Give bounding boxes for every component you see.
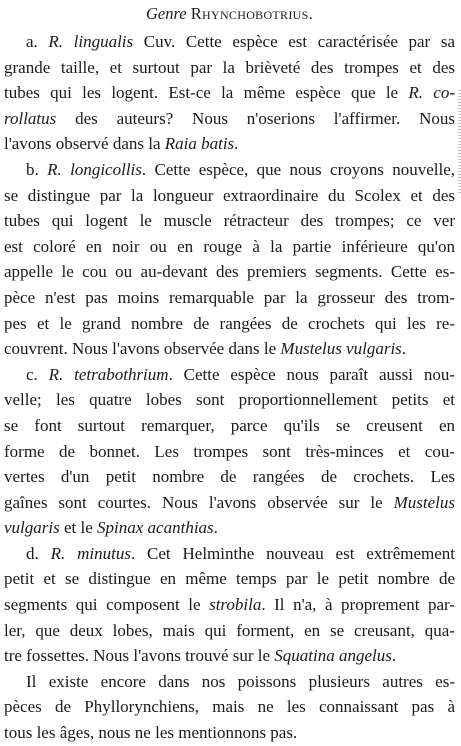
text-run: d. [26,543,51,563]
text-run: tre fossettes. Nous l'avons trouvé sur le [4,646,275,666]
text-run: se font surtout remarquer, parce qu'ils se creusent en [4,415,455,435]
text-run: tubes qui logent le muscle rétracteur des trompes; ce ver [4,211,455,231]
text-line [4,515,455,541]
text-run: segments qui composent le [4,595,210,615]
text-run: . [401,339,407,359]
text-line [4,336,455,362]
text-line [4,720,455,746]
text-line [4,387,455,413]
text-run: pèces de Phyllorynchiens, mais ne les connaissant pas à [4,697,455,717]
paragraph-b [4,157,455,362]
text-run: Il existe encore dans nos poissons plusieurs autres es- [26,671,455,691]
text-run: a. [26,32,49,51]
text-run: . [234,134,239,154]
italic-text: Squatina angelus [274,646,392,666]
text-line [4,618,455,644]
body-text [4,29,455,746]
section-heading [4,4,455,24]
paragraph-c [4,362,455,541]
text-run: tous les âges, nous ne les mentionnons pas. [4,723,298,743]
text-run: . Il n'a, à proprement par- [261,595,455,615]
italic-text: rollatus [4,108,57,128]
italic-text: R. lingualis [48,32,134,51]
text-line [4,131,455,157]
text-line [4,234,455,260]
text-run: gaînes sont courtes. Nous l'avons observée sur le [4,492,394,512]
text-line [4,439,455,465]
text-line [4,29,455,55]
text-line [4,55,455,81]
text-line [4,106,455,132]
text-run: vertes d'un petit nombre de rangées de crochets. Les [4,467,455,487]
text-run: pèce n'est pas moins remarquable par la grosseur des trom- [4,287,455,307]
text-run: . Cette espèce nous paraît aussi nou- [168,364,455,384]
italic-text: R. tetrabothrium [48,364,169,384]
text-run: Cuv. Cette espèce est caractérisée par sa [133,32,455,51]
text-line [4,157,455,183]
text-run: des auteurs? Nous n'oserions l'affirmer. Nous [56,108,455,128]
text-line [4,259,455,285]
text-run: et le [59,518,98,538]
italic-text: strobila [209,595,262,615]
text-line [4,464,455,490]
heading-genre: Genre [145,4,187,23]
paragraph-e [4,669,455,746]
text-run: tubes qui les logent. Est-ce la même espèce que le [4,83,409,103]
italic-text: R. minutus [50,543,131,563]
text-run: pes et le grand nombre de rangées de crochets qui les re- [4,313,455,333]
text-run: b. [26,159,48,179]
italic-text: Mustelus [393,492,455,512]
italic-text: R. longicollis [47,159,142,179]
text-line [4,694,455,720]
text-run: couvrent. Nous l'avons observée dans le [4,339,281,359]
text-run: . Cette espèce, que nous croyons nouvelle, [141,159,455,179]
text-run: ler, que deux lobes, mais qui forment, en se creusant, qua- [4,620,455,640]
text-run: velle; les quatre lobes sont proportionnellement petits et [4,390,455,410]
text-run: c. [26,364,49,384]
text-run: . [391,646,397,666]
text-line [4,311,455,337]
text-line [4,183,455,209]
text-line [4,285,455,311]
text-line [4,208,455,234]
text-line [4,490,455,516]
paragraph-a [4,29,455,157]
italic-text: vulgaris [4,518,60,538]
text-run: . [213,518,218,538]
italic-text: R. co- [408,83,455,103]
text-line [4,80,455,106]
text-line [4,413,455,439]
text-line [4,362,455,388]
italic-text: Mustelus vulgaris [280,339,402,359]
text-line [4,669,455,695]
text-line [4,643,455,669]
text-run: se distingue par la longueur extraordinaire du Scolex et des [4,185,455,205]
text-run: est coloré en noir ou en rouge à la partie inférieure qu'on [4,236,455,256]
text-run: forme de bonnet. Les trompes sont très-minces et cou- [4,441,455,461]
italic-text: Spinax acanthias [97,518,214,538]
paragraph-d [4,541,455,669]
text-line [4,592,455,618]
text-run: appelle le cou ou au-devant des premiers segments. Cette es- [4,262,455,282]
text-run: grande taille, et surtout par la brièveté des trompes et des [4,57,455,77]
text-run: petit et se distingue en même temps par le petit nombre de [4,569,455,589]
text-line [4,566,455,592]
text-run: . Cet Helminthe nouveau est extrêmement [130,543,455,563]
heading-genus: Rhynchobotrius. [190,4,314,23]
text-run: l'avons observé dans la [4,134,165,154]
italic-text: Raia batis [164,134,235,154]
text-line [4,541,455,567]
